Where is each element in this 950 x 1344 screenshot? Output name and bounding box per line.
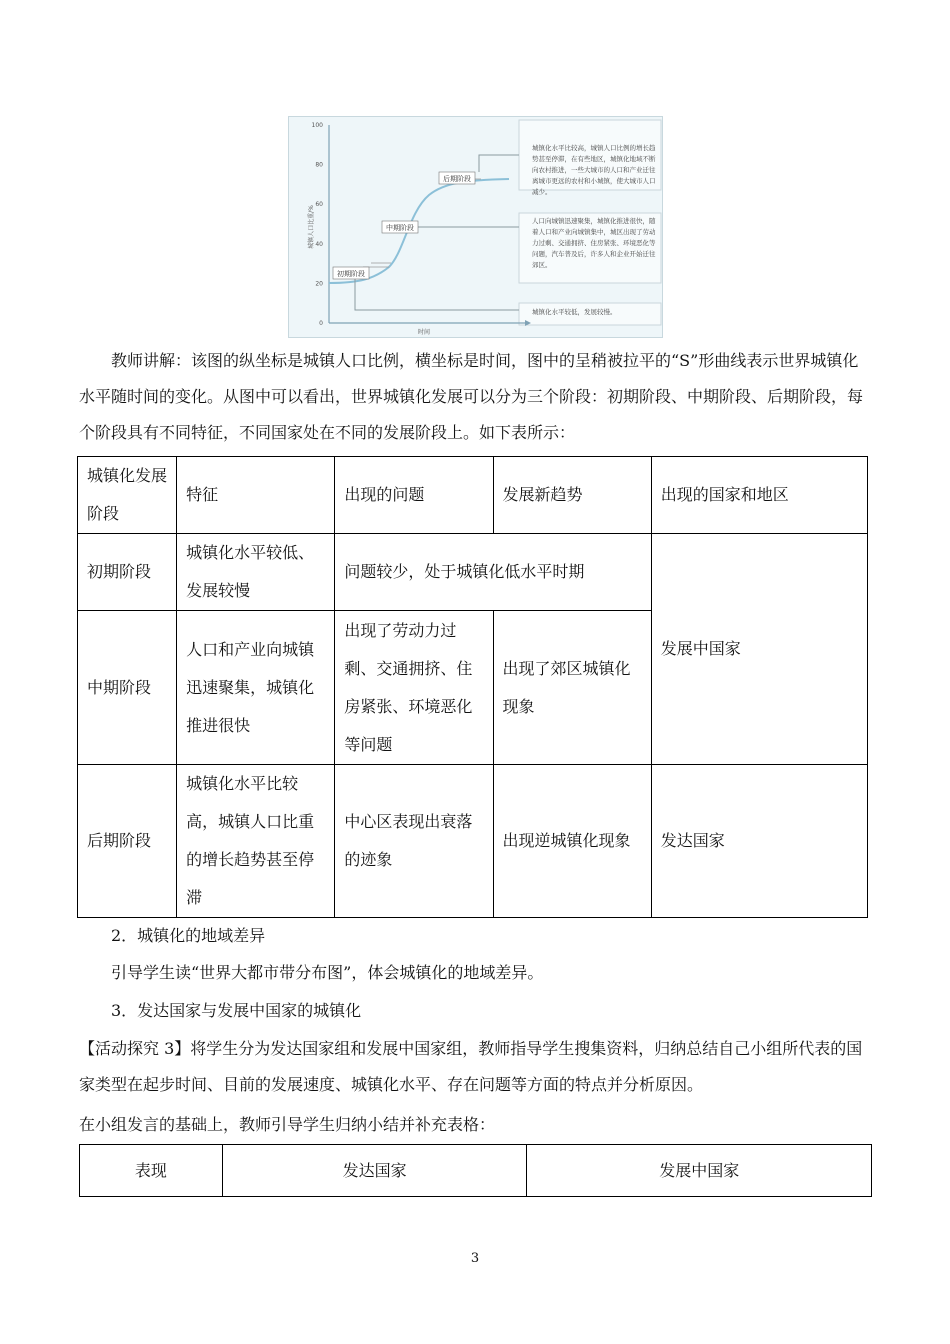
cell-middle-trend: 出现了郊区城镇化现象 (493, 611, 651, 765)
late-connector (479, 155, 519, 172)
y-tick-label: 80 (315, 161, 323, 169)
compare-header-aspect: 表现 (80, 1145, 223, 1197)
comparison-table (79, 1144, 872, 1197)
activity-text: 将学生分为发达国家组和发展中国家组，教师指导学生搜集资料，归纳总结自己小组所代表的国家类型在起步时间、目前的发展速度、城镇化水平、存在问题等方面的特点并分析原因。 (79, 1039, 863, 1094)
cell-early-stage: 初期阶段 (78, 534, 177, 611)
header-region: 出现的国家和地区 (651, 457, 867, 534)
page-number: 3 (470, 1251, 480, 1266)
cell-late-problem: 中心区表现出衰落的迹象 (335, 765, 493, 918)
cell-developed-countries: 发达国家 (651, 765, 867, 918)
table-header-row (78, 457, 868, 534)
y-tick-label: 40 (315, 240, 323, 248)
summary-paragraph: 在小组发言的基础上，教师引导学生归纳小结并补充表格： (79, 1115, 496, 1134)
compare-header-developed: 发达国家 (222, 1145, 527, 1197)
activity-tag: 【活动探究 3】 (79, 1039, 191, 1058)
note-early: 城镇化水平较低，发展较慢。 (532, 308, 617, 316)
header-trend: 发展新趋势 (493, 457, 651, 534)
cell-developing-countries: 发展中国家 (651, 534, 867, 765)
y-axis-label: 城镇人口比重/% (308, 205, 315, 249)
cell-early-problem: 问题较少，处于城镇化低水平时期 (335, 534, 651, 611)
y-tick-label: 20 (315, 280, 323, 288)
comparison-header-row (80, 1145, 872, 1197)
table-row-late (78, 765, 868, 918)
cell-late-feature: 城镇化水平比较高，城镇人口比重的增长趋势甚至停滞 (177, 765, 335, 918)
late-stage-label: 后期阶段 (443, 175, 471, 183)
y-tick-label: 0 (319, 320, 323, 327)
cell-middle-problem: 出现了劳动力过剩、交通拥挤、住房紧张、环境恶化等问题 (335, 611, 493, 765)
urbanization-stage-table (77, 456, 868, 918)
cell-middle-feature: 人口和产业向城镇迅速聚集，城镇化推进很快 (177, 611, 335, 765)
header-problem: 出现的问题 (335, 457, 493, 534)
compare-header-developing: 发展中国家 (527, 1145, 872, 1197)
y-tick-label: 100 (311, 122, 323, 129)
middle-stage-label: 中期阶段 (386, 224, 414, 232)
guide-paragraph: 引导学生读“世界大都市带分布图”，体会城镇化的地域差异。 (111, 963, 544, 982)
early-stage-label: 初期阶段 (337, 270, 365, 278)
teacher-explanation-paragraph: 教师讲解：该图的纵坐标是城镇人口比例，横坐标是时间，图中的呈稍被拉平的“S”形曲线表示世界城镇化水平随时间的变化。从图中可以看出，世界城镇化发展可以分为三个阶段：初期阶段、中期阶段、后期阶段，每个阶段具有不同特征，不同国家处在不同的发展阶段上。如下表所示： (79, 351, 864, 442)
cell-late-stage: 后期阶段 (78, 765, 177, 918)
note-late: 城镇化水平比较高，城镇人口比例的增长趋势甚至停滞，在有些地区，城镇化地域不断向农村推进，一些大城市的人口和产业迁往离城市更远的农村和小城镇，使大城市人口减少。 (532, 144, 656, 196)
y-tick-label: 60 (315, 201, 323, 209)
header-stage: 城镇化发展阶段 (78, 457, 177, 534)
cell-late-trend: 出现逆城镇化现象 (493, 765, 651, 918)
activity-paragraph (79, 1031, 869, 1103)
header-feature: 特征 (177, 457, 335, 534)
cell-early-feature: 城镇化水平较低、发展较慢 (177, 534, 335, 611)
urbanization-s-curve-figure (288, 116, 663, 338)
note-middle: 人口向城镇迅速聚集，城镇化推进很快，随着人口和产业向城镇集中，城区出现了劳动力过剩、交通拥挤、住房紧张、环境恶化等问题，汽车普及后，许多人和企业开始迁往郊区。 (532, 217, 656, 269)
early-connector (355, 279, 519, 310)
table-row-early (78, 534, 868, 611)
heading-regional-difference: 2．城镇化的地域差异 (111, 926, 266, 945)
heading-developed-vs-developing: 3．发达国家与发展中国家的城镇化 (111, 1001, 362, 1020)
x-axis-label: 时间 (417, 329, 431, 336)
cell-middle-stage: 中期阶段 (78, 611, 177, 765)
